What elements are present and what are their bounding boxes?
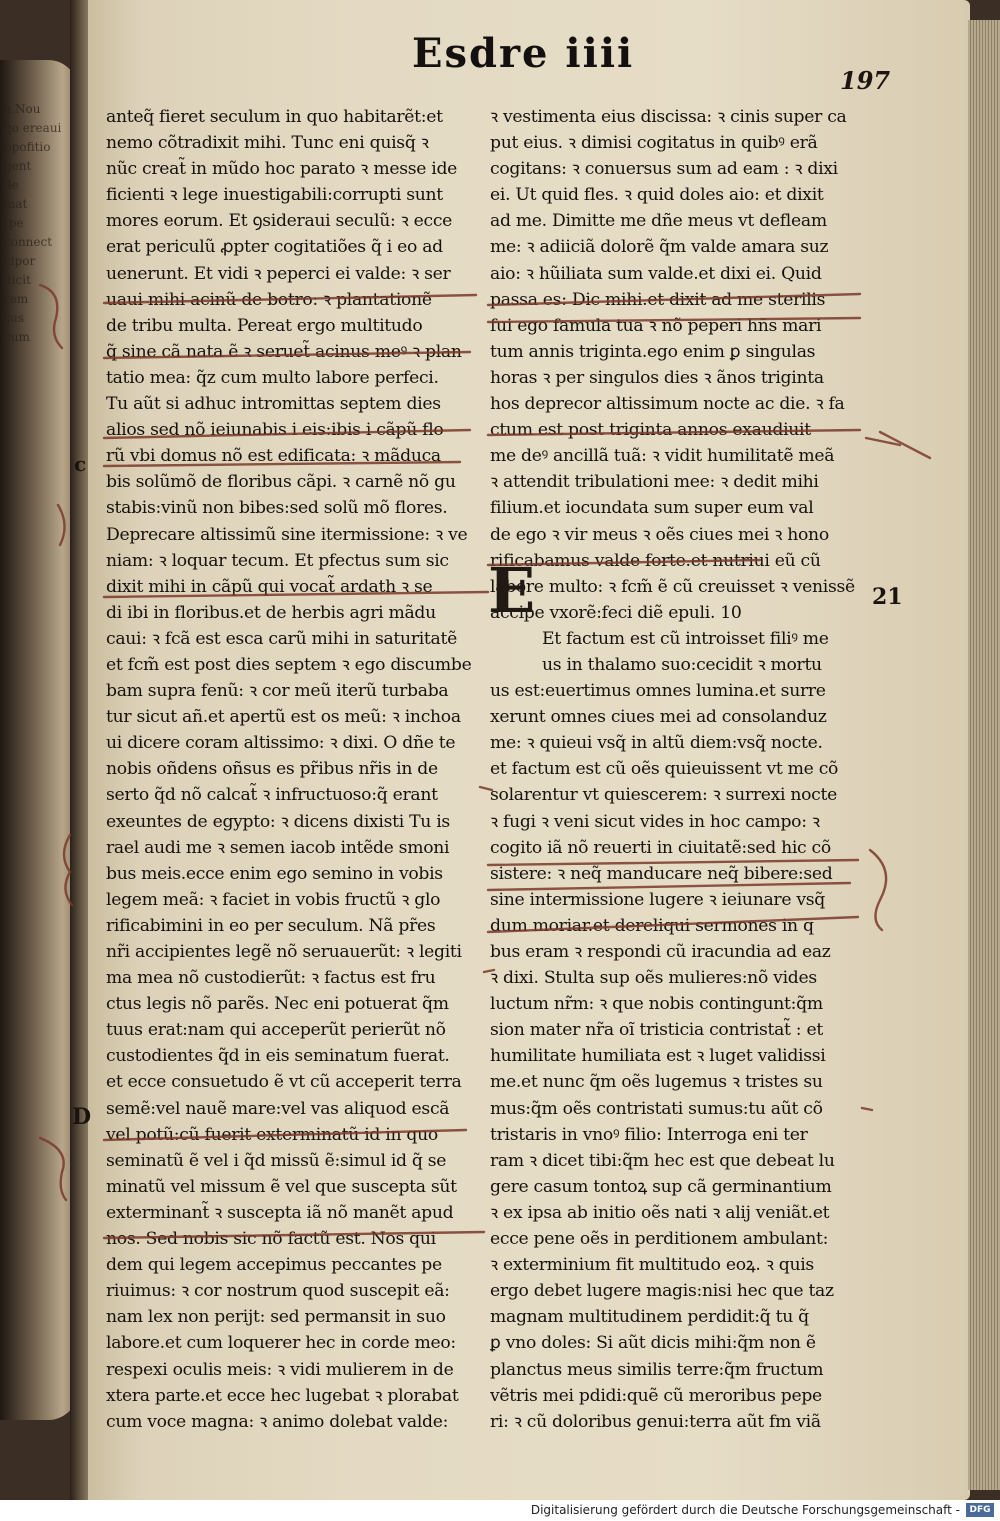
text-line: ficienti ꝛ lege inuestigabili:corrupti sunt — [106, 185, 443, 206]
text-line: dem qui legem accepimus peccantes pe — [106, 1255, 442, 1276]
text-line: et fcm̃ est post dies septem ꝛ ego discumbe — [106, 654, 472, 675]
text-line: ma mea nõ custodierũt: ꝛ factus est fru — [106, 968, 436, 989]
text-line: bam supra fenũ: ꝛ cor meũ iterũ turbaba — [106, 681, 449, 702]
text-line: custodientes q̃d in eis seminatum fuerat. — [106, 1046, 450, 1067]
text-line: me: ꝛ adiiciã dolorẽ q̃m valde amara suz — [490, 237, 829, 258]
left-page-text-fragment: a Nou q̃o ereaui ppofitio gent de mat tpe connect cipor dicit rem sus cum — [4, 102, 62, 344]
text-line: ꝛ vestimenta eius discissa: ꝛ cinis super ca — [490, 107, 847, 127]
text-line: ꝛ fugi ꝛ veni sicut vides in hoc campo: ꝛ — [490, 811, 820, 832]
text-line: ꝑ vno doles: Si aũt dicis mihi:q̃m non ẽ — [490, 1333, 816, 1354]
text-line: Deprecare altissimũ sine itermissione: ꝛ ve — [106, 524, 468, 545]
text-line: ctum est post triginta annos exaudiuit — [490, 420, 811, 441]
text-line: vel potũ:cũ fuerit exterminatũ id in quo — [106, 1124, 438, 1145]
page-edges — [968, 20, 1000, 1490]
text-line: tum annis triginta.ego enim ꝑ singulas — [490, 341, 816, 362]
left-page-edge — [0, 60, 78, 1420]
text-line: respexi oculis meis: ꝛ vidi mulierem in de — [106, 1359, 454, 1380]
text-line: ctus legis nõ parẽs. Nec eni potuerat q̃m — [106, 994, 449, 1015]
text-line: passa es: Dic mihi.et dixit ad me sterilis — [490, 289, 826, 310]
right-text-column — [490, 104, 860, 1435]
text-line: xerunt omnes ciues mei ad consolanduz — [490, 707, 827, 728]
text-line: niam: ꝛ loquar tecum. Et pfectus sum sic — [106, 550, 449, 571]
text-line: legem meã: ꝛ faciet in vobis fructũ ꝛ glo — [106, 889, 441, 910]
text-line: nobis oñdens oñsus es pr̃ibus nr̃is in de — [106, 759, 438, 780]
text-line: serto q̃d nõ calcat̃ ꝛ infructuoso:q̃ erant — [106, 785, 438, 806]
text-line: nemo cõtradixit mihi. Tunc eni quisq̃ ꝛ — [106, 133, 429, 154]
text-line: nos. Sed nobis sic nõ factũ est. Nos qui — [106, 1229, 436, 1250]
text-line: tuus erat:nam qui acceperũt perierũt nõ — [106, 1020, 446, 1041]
text-line: et factum est cũ oẽs quieuissent vt me cõ — [490, 759, 839, 780]
text-line: uenerunt. Et vidi ꝛ peperci ei valde: ꝛ ser — [106, 263, 451, 284]
text-line: Et factum est cũ introisset filiꝰ me — [542, 628, 829, 649]
text-line: cum voce magna: ꝛ animo dolebat valde: — [106, 1411, 449, 1432]
text-line: anteq̃ fieret seculum in quo habitarẽt:et — [106, 107, 443, 127]
text-line: xtera parte.et ecce hec lugebat ꝛ plorabat — [106, 1385, 459, 1406]
drop-initial: E — [488, 554, 536, 627]
text-line: nũc creat̃ in mũdo hoc parato ꝛ messe ide — [106, 159, 458, 180]
text-line: exeuntes de egypto: ꝛ dicens dixisti Tu is — [106, 811, 450, 832]
text-line: planctus meus similis terre:q̃m fructum — [490, 1359, 824, 1380]
text-line: bis solũmõ de floribus cãpi. ꝛ carnẽ nõ gu — [106, 472, 456, 493]
text-line: gere casum tontoꝝ sup cã germinantium — [490, 1176, 832, 1197]
text-line: me deꝰ ancillã tuã: ꝛ vidit humilitatẽ meã — [490, 446, 835, 467]
text-line: cogitans: ꝛ conuersus sum ad eam : ꝛ dixi — [490, 159, 838, 180]
text-line: uaui mihi acinũ de botro: ꝛ plantationẽ — [106, 289, 432, 310]
text-line: ui dicere coram altissimo: ꝛ dixi. O dñe te — [106, 733, 456, 754]
text-line: minatũ vel missum ẽ vel que suscepta sũt — [106, 1176, 457, 1197]
running-head: Esdre iiii — [412, 30, 635, 77]
text-line: tur sicut añ.et apertũ est os meũ: ꝛ inchoa — [106, 707, 461, 728]
text-line: ergo debet lugere magis:nisi hec que taz — [490, 1281, 834, 1302]
text-line: alios sed nõ ieiunabis i eis:ibis i cãpũ flo — [106, 420, 444, 441]
text-line: rũ vbi domus nõ est edificata: ꝛ mãduca — [106, 446, 441, 467]
text-line: stabis:vinũ non bibes:sed solũ mõ flores. — [106, 498, 448, 519]
text-line: erat periculũ ꝓpter cogitatiões q̃ i eo ad — [106, 237, 443, 258]
text-line: ꝛ attendit tribulationi mee: ꝛ dedit mihi — [490, 472, 819, 493]
text-line: ad me. Dimitte me dñe meus vt defleam — [490, 211, 827, 232]
text-line: ecce pene oẽs in perditionem ambulant: — [490, 1229, 829, 1250]
text-line: us in thalamo suo:cecidit ꝛ mortu — [542, 654, 822, 675]
margin-letter-d: D — [72, 1104, 92, 1130]
dfg-logo: DFG — [966, 1503, 994, 1517]
text-line: ꝛ dixi. Stulta sup oẽs mulieres:nõ vides — [490, 968, 817, 989]
text-line: us est:euertimus omnes lumina.et surre — [490, 681, 826, 702]
text-line: magnam multitudinem perdidit:q̃ tu q̃ — [490, 1307, 809, 1328]
text-line: sine intermissione lugere ꝛ ieiunare vsq̃ — [490, 889, 826, 910]
margin-letter-c: c — [74, 452, 87, 476]
text-line: filium.et iocundata sum super eum val — [490, 498, 814, 519]
text-line: mus:q̃m oẽs contristati sumus:tu aũt cõ — [490, 1098, 823, 1119]
text-line: ꝛ exterminium fit multitudo eoꝝ. ꝛ quis — [490, 1255, 814, 1276]
text-line: cogito iã nõ reuerti in ciuitatẽ:sed hic cõ — [490, 837, 831, 858]
footer-credit: Digitalisierung gefördert durch die Deutsche Forschungsgemeinschaft - — [530, 1503, 960, 1517]
text-line: luctum nr̃m: ꝛ que nobis contingunt:q̃m — [490, 994, 823, 1015]
text-line: riuimus: ꝛ cor nostrum quod suscepit eã: — [106, 1281, 450, 1302]
text-line: me: ꝛ quieui vsq̃ in altũ diem:vsq̃ nocte. — [490, 733, 823, 754]
left-text-column — [106, 104, 478, 1435]
margin-verse-number: 21 — [872, 584, 903, 610]
folio-number: 197 — [840, 66, 891, 95]
text-line: labore.et cum loquerer hec in corde meo: — [106, 1333, 456, 1354]
text-line: aio: ꝛ hũiliata sum valde.et dixi ei. Quid — [490, 263, 822, 284]
text-line: di ibi in floribus.et de herbis agri mãdu — [106, 602, 436, 623]
text-line: solarentur vt quiescerem: ꝛ surrexi nocte — [490, 785, 837, 806]
text-line: nam lex non perijt: sed permansit in suo — [106, 1307, 446, 1328]
text-line: labore multo: ꝛ fcm̃ ẽ cũ creuisset ꝛ venissẽ — [490, 576, 855, 597]
footer-bar — [0, 1500, 1000, 1521]
text-line: seminatũ ẽ vel i q̃d missũ ẽ:simul id q̃ se — [106, 1150, 447, 1171]
text-line: Tu aũt si adhuc intromittas septem dies — [106, 394, 441, 415]
text-line: mores eorum. Et ꝯsideraui seculũ: ꝛ ecce — [106, 211, 453, 232]
text-line: horas ꝛ per singulos dies ꝛ ãnos triginta — [490, 367, 824, 388]
text-line: caui: ꝛ fcã est esca carũ mihi in saturitatẽ — [106, 628, 457, 649]
text-line: fui ego famula tua ꝛ nõ peperi hñs mari — [490, 315, 822, 336]
text-line: put eius. ꝛ dimisi cogitatus in quibꝰ erã — [490, 133, 818, 154]
text-line: sion mater nr̃a oĩ tristicia contristat̃ : et — [490, 1020, 823, 1041]
text-line: tatio mea: q̃z cum multo labore perfeci. — [106, 367, 439, 388]
text-line: semẽ:vel nauẽ mare:vel vas aliquod escã — [106, 1098, 450, 1119]
text-line: bus meis.ecce enim ego semino in vobis — [106, 863, 443, 884]
text-line: et ecce consuetudo ẽ vt cũ acceperit terra — [106, 1072, 462, 1093]
text-line: nr̃i accipientes legẽ nõ seruauerũt: ꝛ legiti — [106, 942, 462, 962]
text-line: rificabimini in eo per seculum. Nã pr̃es — [106, 915, 436, 936]
text-line: me.et nunc q̃m oẽs lugemus ꝛ tristes su — [490, 1072, 823, 1093]
text-line: humilitate humiliata est ꝛ luget validissi — [490, 1046, 826, 1067]
text-line: vẽtris mei pdidi:quẽ cũ meroribus pepe — [490, 1385, 822, 1406]
text-line: rificabamus valde forte.et nutriui eũ cũ — [490, 550, 821, 571]
text-line: q̃ sine cã nata ẽ ꝛ seruet̃ acinus meꝰ ꝛ plan — [106, 341, 462, 362]
text-line: ei. Ut quid fles. ꝛ quid doles aio: et dixit — [490, 185, 824, 206]
text-line: de tribu multa. Pereat ergo multitudo — [106, 315, 423, 336]
text-line: tristaris in vnoꝰ filio: Interroga eni ter — [490, 1124, 808, 1145]
text-line: ri: ꝛ cũ doloribus genui:terra aũt fm viã — [490, 1411, 821, 1432]
text-line: accipe vxorẽ:feci diẽ epuli. 10 — [490, 602, 742, 623]
text-line: hos deprecor altissimum nocte ac die. ꝛ fa — [490, 394, 845, 415]
text-line: ram ꝛ dicet tibi:q̃m hec est que debeat lu — [490, 1150, 835, 1171]
text-line: dixit mihi in cãpũ qui vocat̃ ardath ꝛ se — [106, 576, 433, 597]
text-line: ꝛ ex ipsa ab initio oẽs nati ꝛ alij veniãt.et — [490, 1202, 830, 1223]
text-line: exterminant̃ ꝛ suscepta iã nõ manẽt apud — [106, 1202, 454, 1223]
text-line: bus eram ꝛ respondi cũ iracundia ad eaz — [490, 942, 831, 962]
text-line: dum moriar.et dereliqui sermones in q — [490, 915, 814, 936]
text-line: sistere: ꝛ neq̃ manducare neq̃ bibere:sed — [490, 863, 833, 884]
text-line: de ego ꝛ vir meus ꝛ oẽs ciues mei ꝛ hono — [490, 524, 829, 545]
text-line: rael audi me ꝛ semen iacob intẽde smoni — [106, 837, 450, 858]
